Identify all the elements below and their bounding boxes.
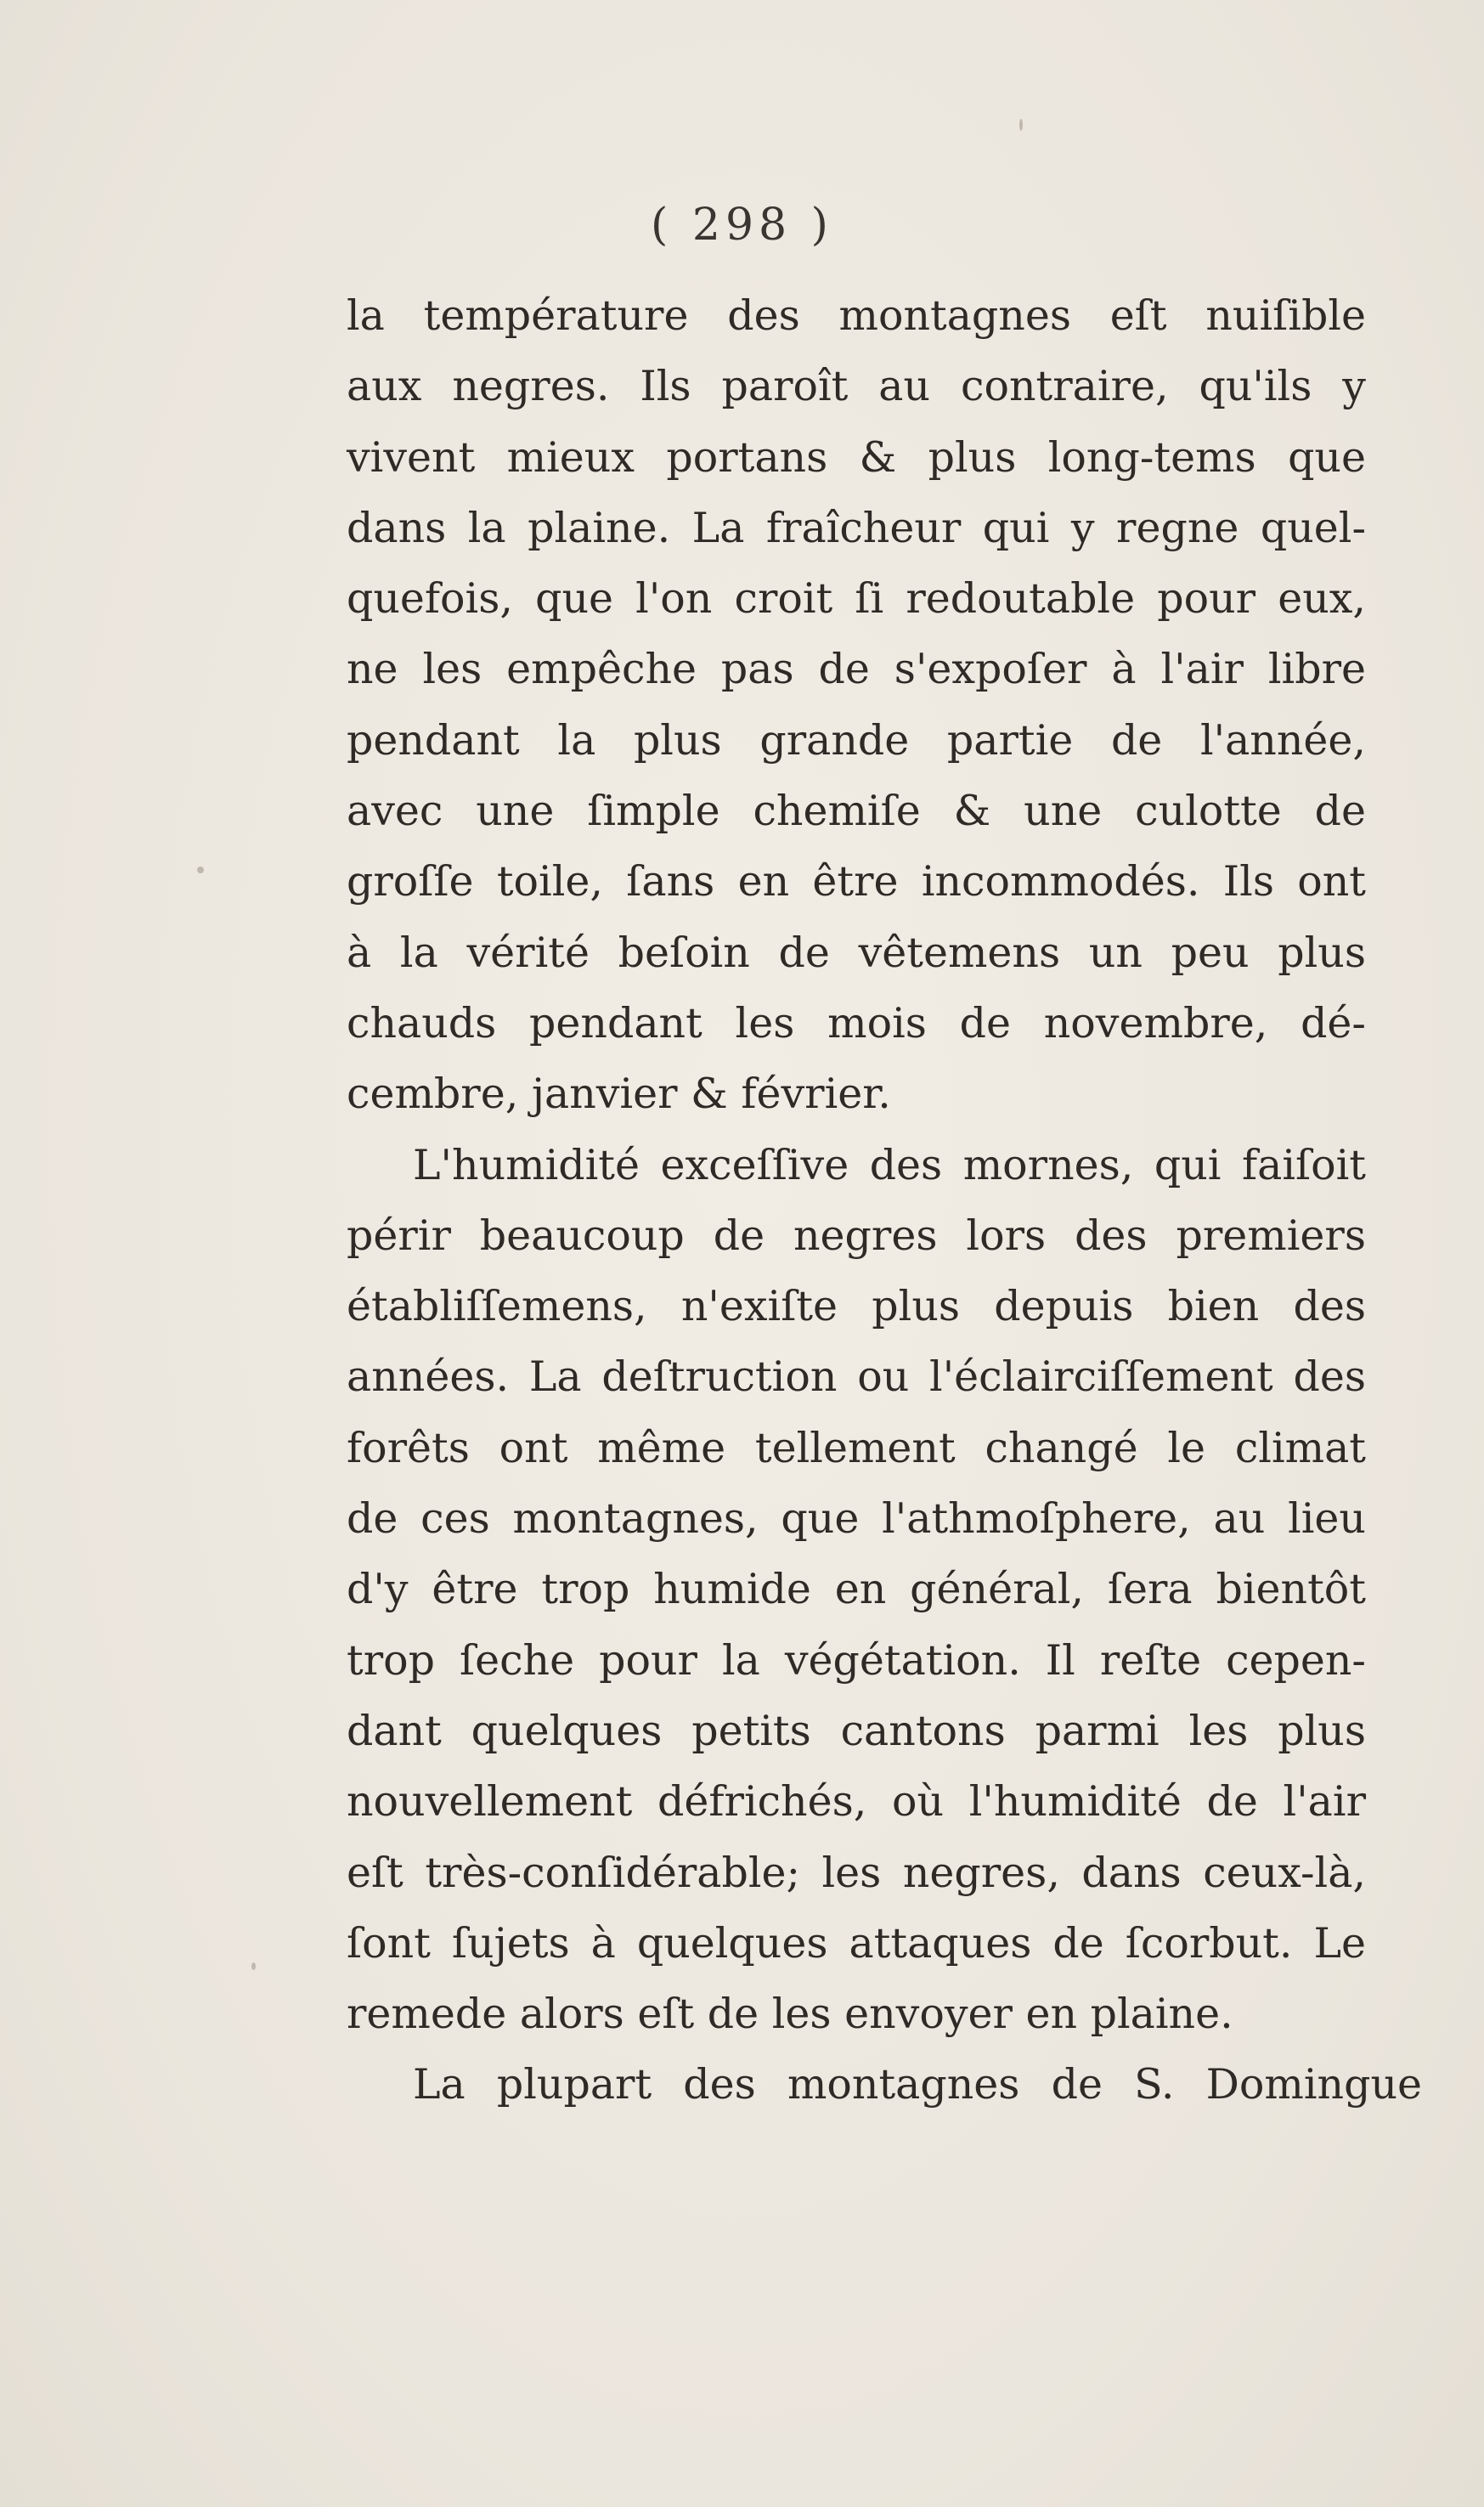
text-line: établiſſemens, n'exiſte plus depuis bien des	[347, 1282, 1366, 1331]
text-line: L'humidité exceſſive des mornes, qui faiſoit	[413, 1140, 1366, 1189]
text-line: eſt très-conſidérable; les negres, dans ceux-là,	[347, 1848, 1366, 1897]
page-number-header: ( 298 )	[651, 200, 833, 251]
text-line: aux negres. Ils paroît au contraire, qu'ils y	[347, 362, 1366, 411]
text-line: La plupart des montagnes de S. Domingue	[413, 2060, 1422, 2109]
paper-speck	[1019, 119, 1023, 131]
paper-speck	[197, 867, 204, 873]
text-line: d'y être trop humide en général, ſera bientôt	[347, 1565, 1366, 1614]
text-line: trop ſeche pour la végétation. Il reſte cepen-	[347, 1635, 1366, 1685]
text-line: remede alors eſt de les envoyer en plaine.	[347, 1990, 1233, 2039]
paper-speck	[251, 1962, 256, 1970]
text-line: quefois, que l'on croit ſi redoutable pour eux,	[347, 574, 1366, 624]
text-line: la température des montagnes eſt nuiſible	[347, 291, 1366, 340]
text-line: années. La deſtruction ou l'éclairciſſement des	[347, 1352, 1366, 1402]
text-line: de ces montagnes, que l'athmoſphere, au lieu	[347, 1494, 1366, 1544]
text-line: nouvellement défrichés, où l'humidité de l'air	[347, 1777, 1366, 1827]
text-line: vivent mieux portans & plus long-tems que	[347, 432, 1366, 482]
text-line: ne les empêche pas de s'expoſer à l'air libre	[347, 645, 1366, 694]
text-line: à la vérité beſoin de vêtemens un peu plus	[347, 928, 1366, 977]
text-line: périr beaucoup de negres lors des premiers	[347, 1211, 1366, 1260]
text-line: dant quelques petits cantons parmi les plus	[347, 1706, 1366, 1755]
text-line: groſſe toile, ſans en être incommodés. Ils ont	[347, 857, 1366, 906]
text-line: pendant la plus grande partie de l'année,	[347, 715, 1366, 765]
text-line: chauds pendant les mois de novembre, dé-	[347, 998, 1366, 1047]
body-text	[347, 280, 1422, 2120]
text-line: avec une ſimple chemiſe & une culotte de	[347, 787, 1366, 836]
text-line: cembre, janvier & février.	[347, 1070, 891, 1119]
text-line: forêts ont même tellement changé le climat	[347, 1423, 1366, 1472]
text-line: ſont ſujets à quelques attaques de ſcorbut. Le	[347, 1918, 1366, 1968]
text-line: dans la plaine. La fraîcheur qui y regne quel-	[347, 503, 1366, 552]
